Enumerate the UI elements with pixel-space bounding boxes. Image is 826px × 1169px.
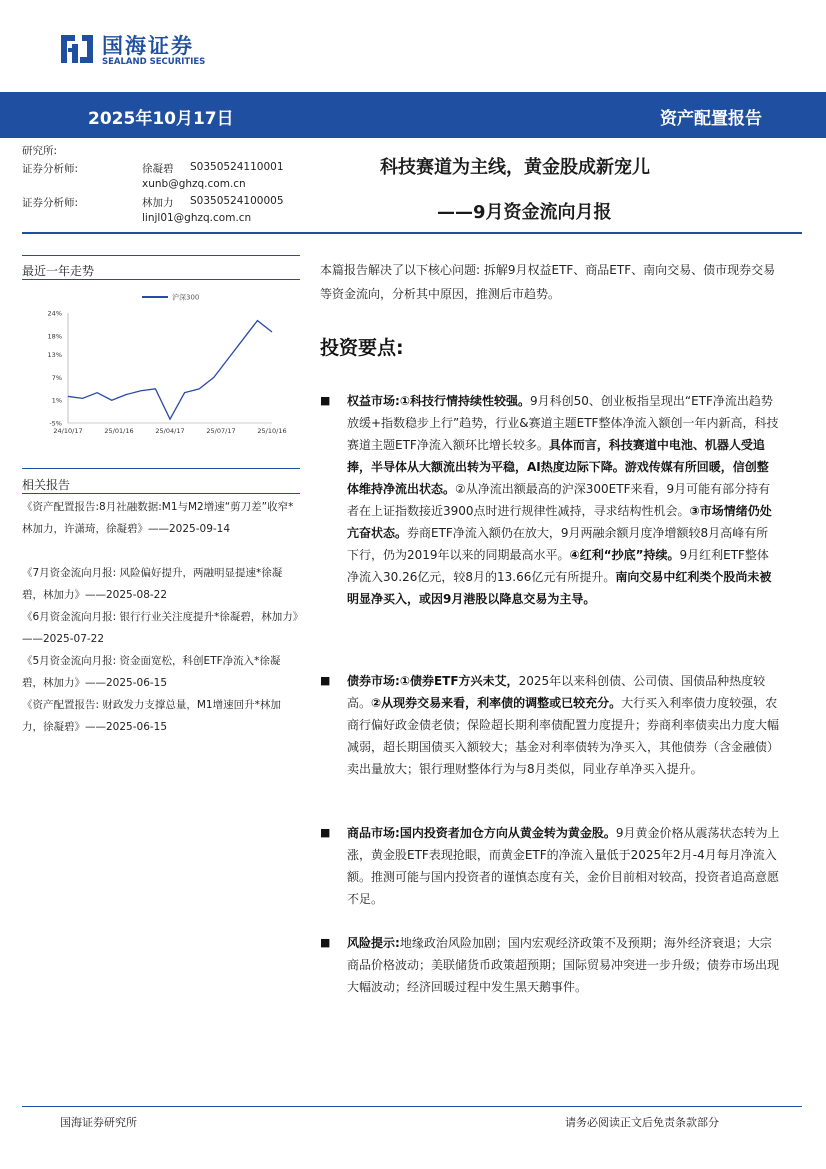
logo-name-cn: 国海证券: [102, 34, 194, 58]
analyst-1-cert: S0350524110001: [190, 161, 284, 173]
company-logo: [60, 28, 220, 70]
sidebar-divider-related: [22, 468, 300, 469]
x-tick-label: 25/10/16: [257, 427, 287, 435]
equity-point-1: ①科技行情持续性较强。: [399, 394, 530, 408]
risk-label: 风险提示:: [347, 936, 400, 950]
analyst-2-role: 证券分析师:: [22, 197, 79, 209]
equity-section: [320, 390, 780, 610]
report-type: 资产配置报告: [660, 109, 762, 129]
related-report-2[interactable]: 《7月资金流向月报: 风险偏好提升，两融明显提速*徐凝碧，林加力》——2025-08-22: [22, 567, 283, 601]
y-tick-label: 13%: [47, 351, 62, 360]
equity-point-4: ④红利“抄底”持续。: [569, 548, 680, 562]
bullet-icon: ■: [320, 674, 331, 687]
equity-text-3: 券商ETF净流入额仍在放大，9月两融余额月度净增额较8月高峰有所下行，仍为2019年以来的同期最高水平。: [347, 526, 769, 562]
footer-divider: [22, 1106, 802, 1107]
y-tick-label: 7%: [51, 373, 62, 382]
report-title: 科技赛道为主线，黄金股成新宠儿: [380, 157, 650, 178]
sealand-logo-icon: [60, 32, 94, 66]
analyst-2-name: 林加力: [142, 197, 174, 209]
sidebar-divider-trend: [22, 279, 300, 280]
commodity-label: 商品市场:: [347, 826, 400, 840]
equity-text-2: ②从净流出额最高的沪深300ETF来看，9月可能有部分持有者在上证指数接近3900点时进行规律性减持，寻求结构性机会。: [347, 482, 771, 518]
equity-text-1: 9月科创50、创业板指呈现出“ETF净流出趋势放缓+指数稳步上行”趋势，行业&赛道主题ETF整体净流入额创一年内新高，科技赛道主题ETF净流入额环比增长较多。: [347, 394, 779, 452]
equity-point-detail: 具体而言，科技赛道中电池、机器人受追捧，半导体从大额流出转为平稳，AI热度边际下降。游戏传媒有所回暖，信创整体维持净流出状态。: [347, 438, 769, 496]
y-tick-label: -5%: [49, 419, 62, 428]
bond-text-1: 2025年以来科创债、公司债、国债品种热度较高。: [347, 674, 766, 710]
sidebar-divider-top: [22, 255, 300, 256]
equity-label: 权益市场:: [347, 394, 400, 408]
related-report-1[interactable]: 《资产配置报告:8月社融数据:M1与M2增速“剪刀差”收窄*林加力，许潇琦，徐凝碧》——2025-09-14: [22, 501, 294, 535]
report-date: 2025年10月17日: [88, 109, 234, 129]
analyst-2-cert: S0350524100005: [190, 195, 284, 207]
report-subtitle: ——9月资金流向月报: [437, 202, 612, 223]
analyst-1-email[interactable]: xunb@ghzq.com.cn: [142, 178, 246, 190]
bond-point-2: ②从现券交易来看，利率债的调整或已较充分。: [371, 696, 622, 710]
risk-section: [320, 932, 780, 998]
logo-name-en: SEALAND SECURITIES: [102, 57, 206, 67]
equity-text-4: 9月红利ETF整体净流入30.26亿元，较8月的13.66亿元有所提升。: [347, 548, 769, 584]
equity-point-3: ③市场情绪仍处亢奋状态。: [347, 504, 772, 540]
x-tick-label: 25/04/17: [155, 427, 185, 435]
commodity-section: [320, 822, 780, 910]
related-report-4[interactable]: 《5月资金流向月报: 资金面宽松，科创ETF净流入*徐凝碧，林加力》——2025-06-15: [22, 655, 281, 689]
header-divider: [22, 232, 802, 234]
intro-paragraph: 本篇报告解决了以下核心问题: 拆解9月权益ETF、商品ETF、南向交易、债市现券交易等资金流向，分析其中原因，推测后市趋势。: [320, 263, 776, 301]
bullet-icon: ■: [320, 394, 331, 407]
equity-point-5: 南向交易中红利类个股尚未被明显净买入，或因9月港股以降息交易为主导。: [347, 570, 772, 606]
commodity-point-1: 国内投资者加仓方向从黄金转为黄金股。: [399, 826, 616, 840]
commodity-text-1: 9月黄金价格从震荡状态转为上涨，黄金股ETF表现抢眼，而黄金ETF的净流入量低于2025年2月-4月每月净流入额。推测可能与国内投资者的谨慎态度有关，金价目前相对较高，投资者追高意愿不足。: [347, 826, 780, 906]
institute-label: 研究所:: [22, 145, 58, 157]
legend-label: 沪深300: [172, 293, 200, 302]
bond-point-1: ①债券ETF方兴未艾，: [399, 674, 519, 688]
related-report-3[interactable]: 《6月资金流向月报: 银行行业关注度提升*徐凝碧，林加力》——2025-07-22: [22, 611, 299, 645]
chart-lines: [68, 321, 272, 420]
analyst-2-email[interactable]: linjl01@ghzq.com.cn: [142, 212, 252, 224]
bond-section: [320, 670, 780, 780]
series-line-沪深300: [68, 321, 272, 420]
trend-heading: 最近一年走势: [22, 264, 95, 278]
x-tick-label: 25/07/17: [206, 427, 236, 435]
bond-label: 债券市场:: [347, 674, 400, 688]
bond-text-2: 大行买入利率债力度较强，农商行偏好政金债老债；保险超长期利率债配置力度提升；券商利率债卖出力度大幅减弱，超长期国债买入额较大；基金对利率债转为净买入，其他债券（含金融债）卖出量放大；银行理财整体行为与8月类似，同业存单净买入提升。: [347, 696, 780, 776]
x-tick-label: 24/10/17: [53, 427, 83, 435]
footer-institute: 国海证券研究所: [60, 1116, 137, 1129]
related-report-5[interactable]: 《资产配置报告: 财政发力支撑总量，M1增速回升*林加力，徐凝碧》——2025-06-15: [22, 699, 281, 733]
footer-disclaimer: 请务必阅读正文后免责条款部分: [565, 1116, 719, 1129]
bullet-icon: ■: [320, 826, 331, 839]
sidebar-divider-related-bottom: [22, 493, 300, 494]
x-tick-label: 25/01/16: [104, 427, 134, 435]
bullet-icon: ■: [320, 936, 331, 949]
related-reports-heading: 相关报告: [22, 478, 71, 492]
y-tick-label: 1%: [51, 396, 62, 405]
y-tick-label: 24%: [47, 309, 62, 318]
analyst-1-name: 徐凝碧: [142, 163, 174, 175]
y-tick-label: 18%: [47, 332, 62, 341]
analyst-1-role: 证券分析师:: [22, 163, 79, 175]
trend-chart: [22, 283, 302, 443]
risk-text: 地缘政治风险加剧；国内宏观经济政策不及预期；海外经济衰退；大宗商品价格波动；美联储货币政策超预期；国际贸易冲突进一步升级；债券市场出现大幅波动；经济回暖过程中发生黑天鹅事件。: [347, 936, 780, 994]
investment-heading: 投资要点:: [320, 337, 404, 359]
chart-legend: [142, 293, 199, 302]
